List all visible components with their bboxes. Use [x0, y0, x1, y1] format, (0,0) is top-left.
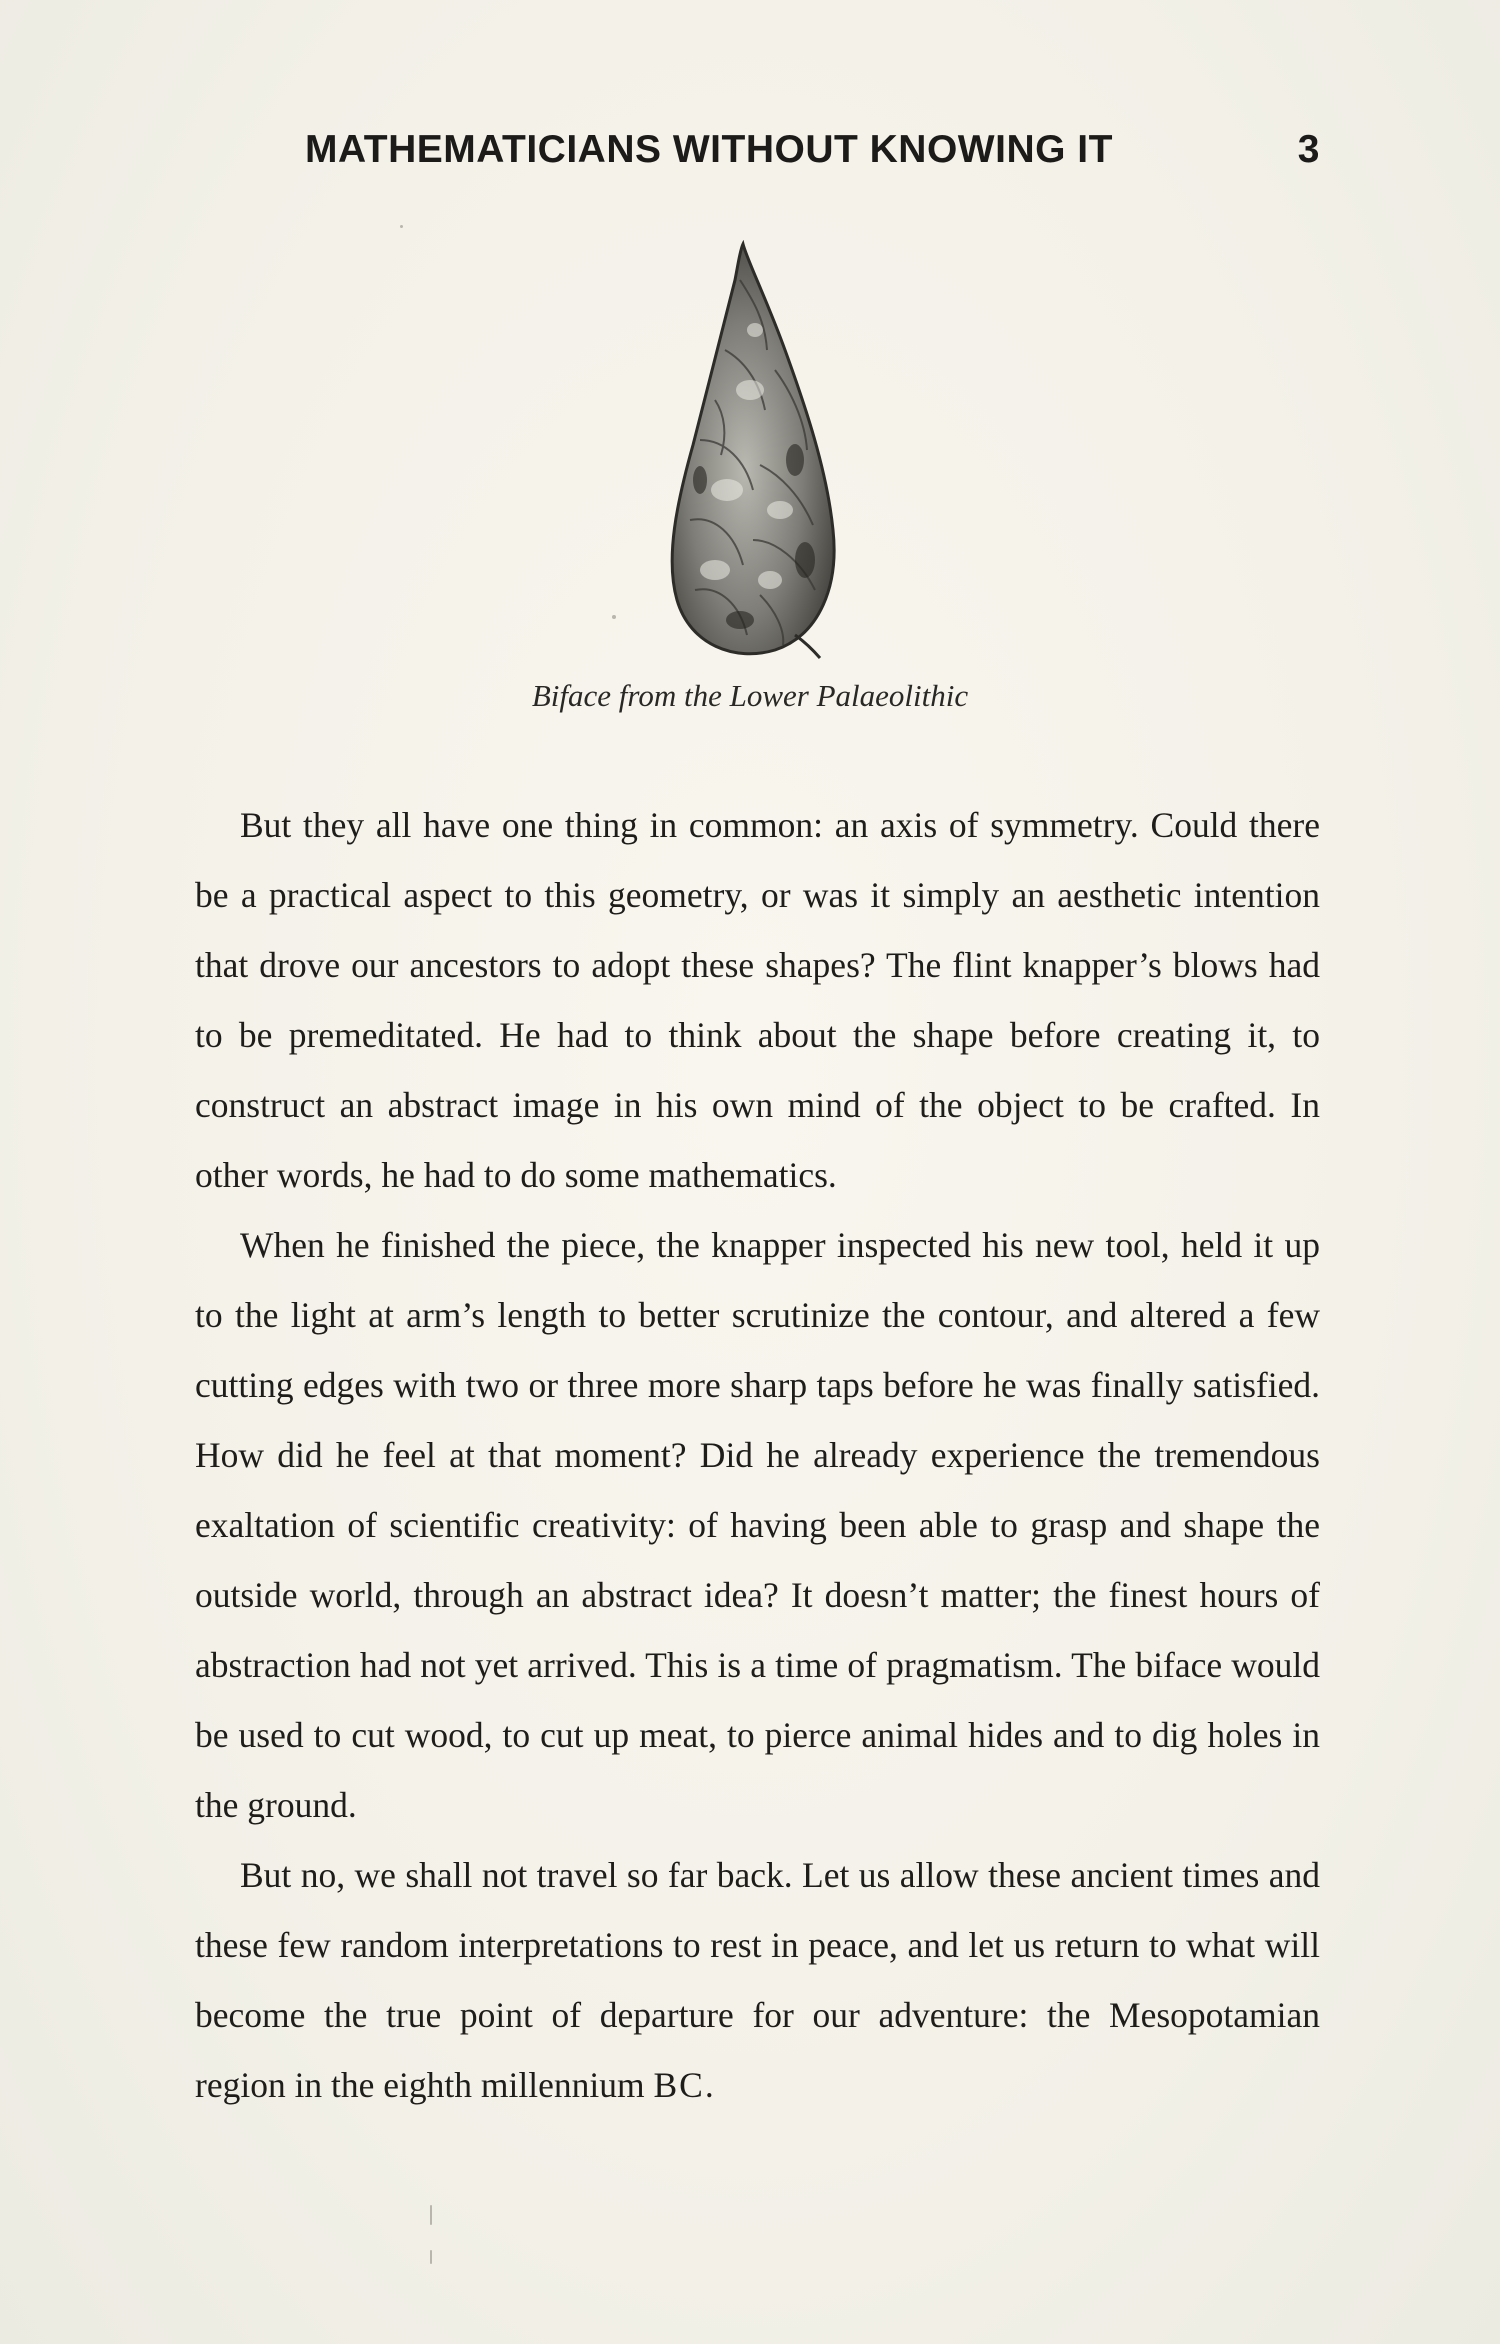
era-abbreviation: BC — [653, 2065, 705, 2105]
paragraph-text: But no, we shall not travel so far back. Let us allow these ancient times and these few random interpretations to rest in peace, and let us return to what will become the true point of departure for our adventure: the Mesopotamian region in the eighth millennium — [195, 1855, 1320, 2105]
chapter-title: MATHEMATICIANS WITHOUT KNOWING IT — [305, 128, 1113, 171]
paragraph-end: . — [704, 2065, 714, 2105]
paragraph: When he finished the piece, the knapper inspected his new tool, held it up to the light at arm’s length to better scrutinize the contour, and altered a few cutting edges with two or three more sharp taps before he was finally satisfied. How did he feel at that moment? Did he already experience the tremendous exaltation of scientific creativity: of having been able to grasp and shape the outside world, through an abstract idea? It doesn’t matter; the finest hours of abstraction had not yet arrived. This is a time of pragmatism. The biface would be used to cut wood, to cut up meat, to pierce animal hides and to dig holes in the ground. — [195, 1225, 1320, 1825]
page-number: 3 — [1297, 128, 1320, 171]
biface-icon — [655, 240, 855, 660]
biface-illustration — [655, 240, 855, 660]
paragraph: But they all have one thing in common: an axis of symmetry. Could there be a practical aspect to this geometry, or was it simply an aesthetic intention that drove our ancestors to adopt these shapes? The flint knapper’s blows had to be premeditated. He had to think about the shape before creating it, to construct an abstract image in his own mind of the object to be crafted. In other words, he had to do some mathematics. — [195, 805, 1320, 1195]
paragraph — [195, 1840, 1320, 2120]
figure-caption: Biface from the Lower Palaeolithic — [531, 678, 969, 713]
paper-speck — [430, 2250, 432, 2264]
paper-speck — [612, 615, 616, 619]
body-text — [195, 790, 1320, 2120]
paper-speck — [400, 225, 403, 228]
running-head — [305, 128, 1320, 178]
paper-speck — [430, 2205, 432, 2225]
